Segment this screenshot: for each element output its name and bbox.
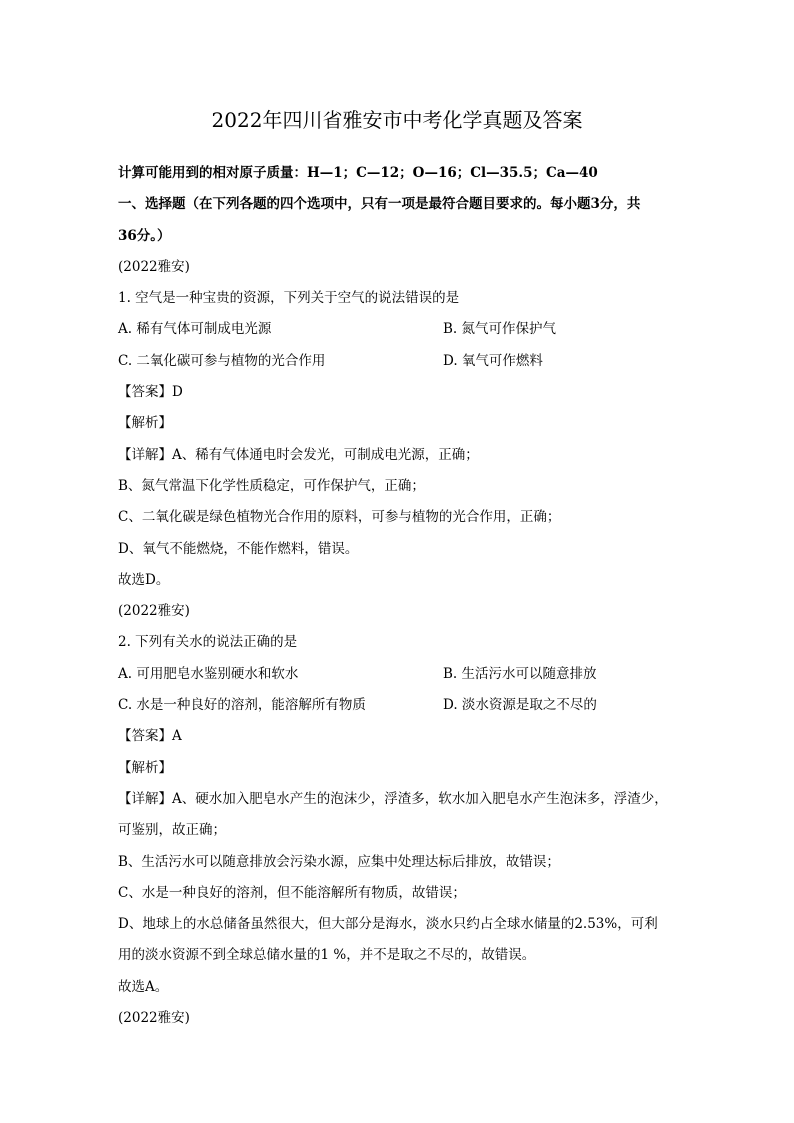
option-c: C. 二氧化碳可参与植物的光合作用 bbox=[118, 352, 326, 369]
question-stem: 1. 空气是一种宝贵的资源，下列关于空气的说法错误的是 bbox=[118, 290, 460, 307]
detail-line: B、生活污水可以随意排放会污染水源，应集中处理达标后排放，故错误； bbox=[118, 853, 560, 870]
question-source: (2022雅安) bbox=[118, 603, 190, 620]
options-row bbox=[118, 346, 688, 377]
question-2 bbox=[118, 596, 688, 1003]
option-b: B. 生活污水可以随意排放 bbox=[443, 665, 597, 682]
answer: 【答案】D bbox=[118, 384, 183, 401]
detail-line: 【详解】A、稀有气体通电时会发光，可制成电光源，正确； bbox=[118, 446, 479, 463]
question-source: (2022雅安) bbox=[118, 258, 190, 275]
options-row bbox=[118, 690, 688, 721]
option-a: A. 可用肥皂水鉴别硬水和软水 bbox=[118, 665, 299, 682]
answer: 【答案】A bbox=[118, 728, 182, 745]
page-title: 2022年四川省雅安市中考化学真题及答案 bbox=[211, 108, 583, 132]
analysis-heading: 【解析】 bbox=[118, 759, 172, 776]
option-a: A. 稀有气体可制成电光源 bbox=[118, 321, 272, 338]
detail-line: 故选A。 bbox=[118, 978, 169, 995]
document-body bbox=[118, 158, 688, 1034]
question-1 bbox=[118, 252, 688, 596]
analysis-heading: 【解析】 bbox=[118, 415, 172, 432]
options-row bbox=[118, 659, 688, 690]
detail-line: C、二氧化碳是绿色植物光合作用的原料，可参与植物的光合作用，正确； bbox=[118, 509, 561, 526]
question-stem: 2. 下列有关水的说法正确的是 bbox=[118, 634, 298, 651]
section-heading: 一、选择题（在下列各题的四个选项中，只有一项是最符合题目要求的。每小题3分，共 bbox=[118, 196, 641, 213]
detail-line: 故选D。 bbox=[118, 571, 170, 588]
detail-line: 可鉴别，故正确； bbox=[118, 822, 226, 839]
next-question-source: (2022雅安) bbox=[118, 1010, 190, 1027]
section-heading-cont: 36分。） bbox=[118, 227, 171, 244]
detail-line: D、氧气不能燃烧，不能作燃料，错误。 bbox=[118, 540, 359, 557]
detail-line: C、水是一种良好的溶剂，但不能溶解所有物质，故错误； bbox=[118, 884, 466, 901]
options-row bbox=[118, 314, 688, 345]
option-c: C. 水是一种良好的溶剂，能溶解所有物质 bbox=[118, 697, 366, 714]
detail-line: B、氮气常温下化学性质稳定，可作保护气，正确； bbox=[118, 477, 425, 494]
option-b: B. 氮气可作保护气 bbox=[443, 321, 557, 338]
option-d: D. 淡水资源是取之不尽的 bbox=[443, 697, 597, 714]
detail-line: 用的淡水资源不到全球总储水量的1 %，并不是取之不尽的，故错误。 bbox=[118, 947, 536, 964]
atomic-mass-note: 计算可能用到的相对原子质量：H—1；C—12；O—16；Cl—35.5；Ca—40 bbox=[118, 165, 598, 181]
option-d: D. 氧气可作燃料 bbox=[443, 352, 543, 369]
detail-line: D、地球上的水总储备虽然很大，但大部分是海水，淡水只约占全球水储量的2.53%，可利 bbox=[118, 916, 658, 933]
detail-line: 【详解】A、硬水加入肥皂水产生的泡沫少，浮渣多，软水加入肥皂水产生泡沫多，浮渣少， bbox=[118, 790, 668, 807]
